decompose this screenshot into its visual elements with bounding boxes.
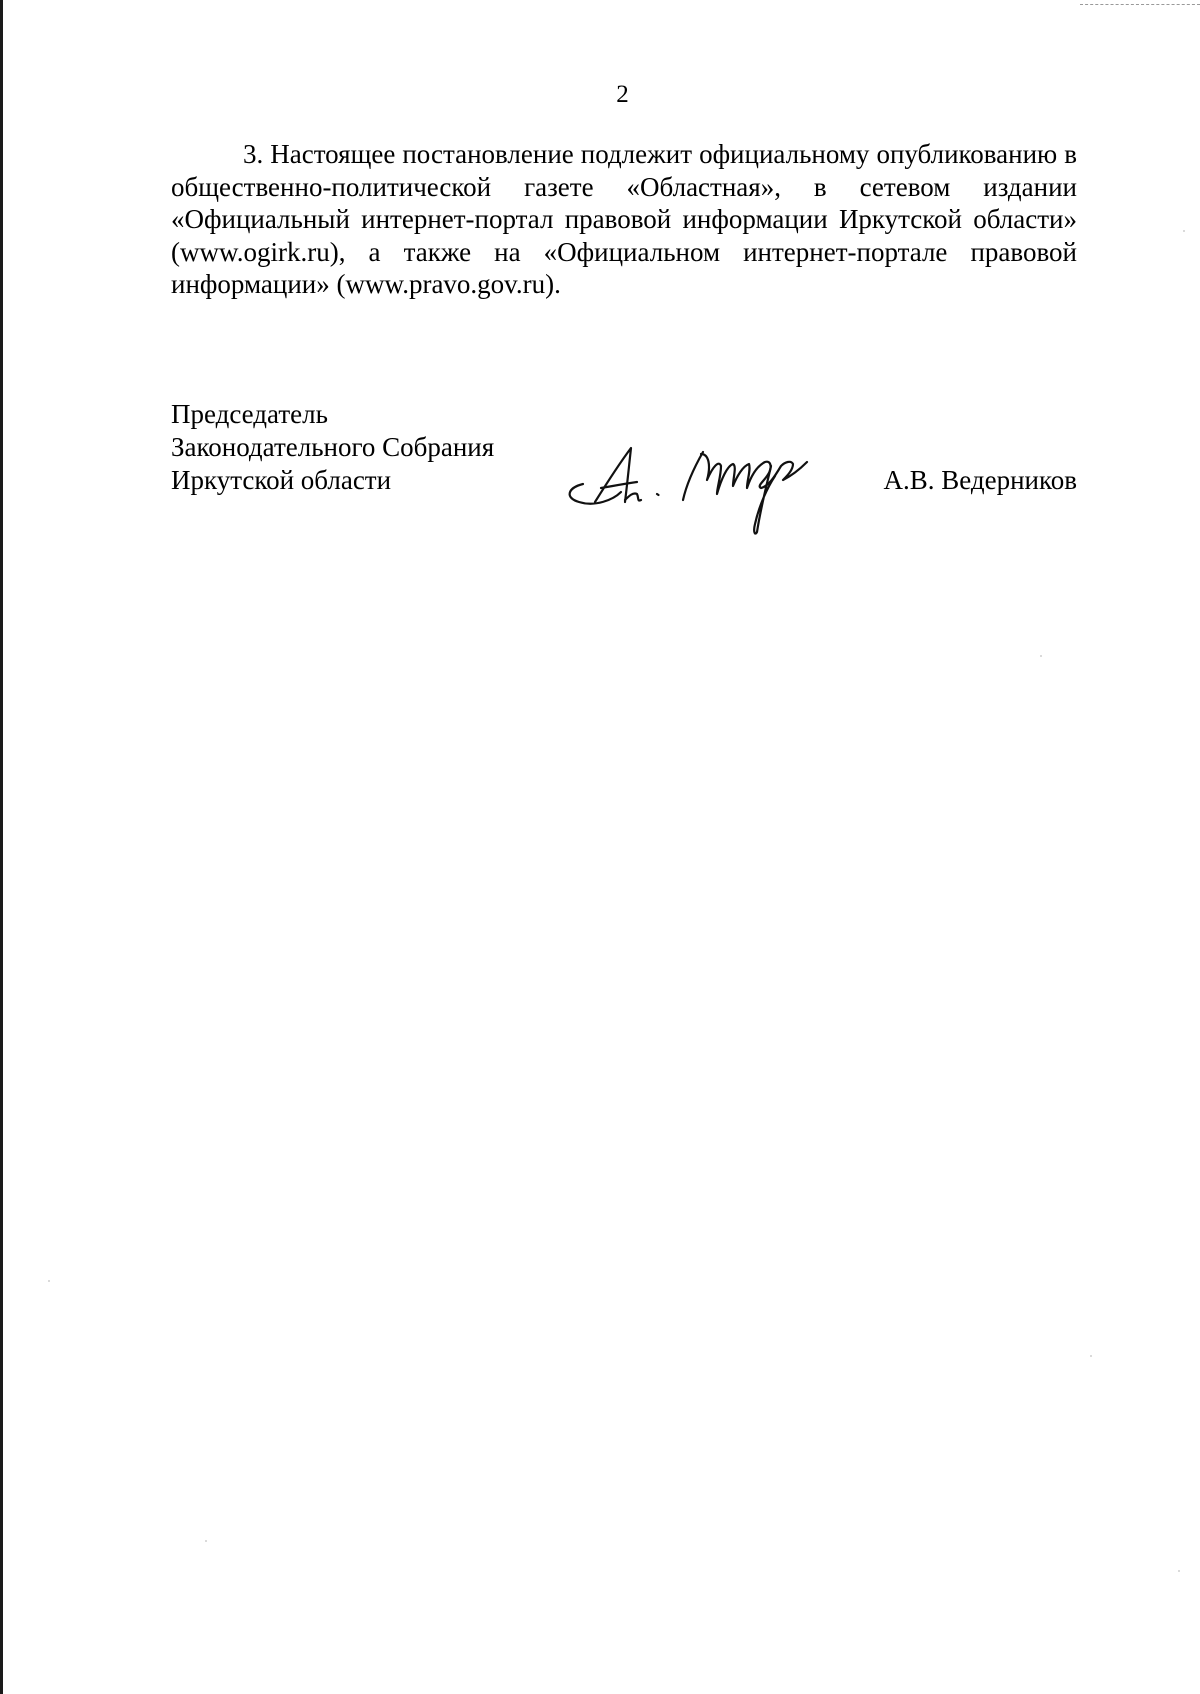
- handwritten-signature: [561, 436, 831, 536]
- signer-position-line-3: Иркутской области: [171, 465, 392, 495]
- signature-block: [171, 398, 1077, 538]
- paragraph-3: 3. Настоящее постановление подлежит официальному опубликованию в общественно-политической газете «Областная», в сетевом издании «Официальный интернет-портал правовой информации Иркутской области» (www.ogirk.ru), а также на «Официальном интернет-портале правовой информации» (www.pravo.gov.ru).: [171, 139, 1077, 299]
- scan-speck: [1178, 1570, 1180, 1572]
- scan-speck: [1183, 230, 1185, 232]
- signer-name: А.В. Ведерников: [883, 465, 1077, 495]
- scan-speck: [1090, 1355, 1092, 1357]
- scan-speck: [1040, 655, 1042, 657]
- signer-position-line-1: Председатель: [171, 399, 328, 429]
- signer-position: [171, 398, 494, 497]
- scan-speck: [48, 1280, 50, 1282]
- scan-left-edge: [0, 0, 3, 1694]
- scan-top-mark: [1080, 4, 1200, 5]
- scan-speck: [205, 1540, 207, 1542]
- signer-position-line-2: Законодательного Собрания: [171, 432, 495, 462]
- page-number: 2: [616, 81, 629, 108]
